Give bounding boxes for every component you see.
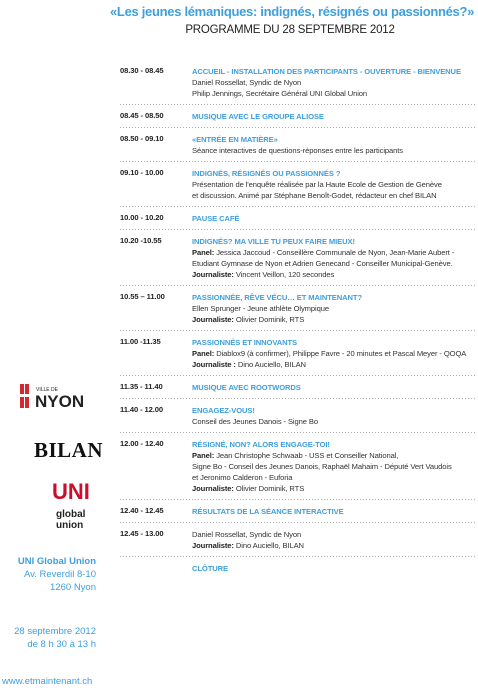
schedule-body bbox=[192, 213, 475, 224]
schedule-heading: RÉSULTATS DE LA SÉANCE INTERACTIVE bbox=[192, 507, 344, 516]
schedule-heading: INDIGNÉS? MA VILLE TU PEUX FAIRE MIEUX! bbox=[192, 237, 355, 246]
schedule-line bbox=[192, 416, 475, 427]
uni-logo-mark: UNI bbox=[52, 479, 90, 504]
ville-de-nyon-logo bbox=[18, 382, 110, 410]
schedule-body bbox=[192, 66, 475, 99]
schedule-line-label: Journaliste: bbox=[192, 270, 234, 279]
dotted-separator bbox=[120, 330, 475, 331]
schedule-body bbox=[192, 292, 475, 325]
schedule-item bbox=[120, 213, 475, 224]
schedule-heading: PASSIONNÉE, RÊVE VÉCU… ET MAINTENANT? bbox=[192, 293, 362, 302]
schedule-heading: PAUSE CAFÉ bbox=[192, 214, 240, 223]
schedule-body bbox=[192, 563, 475, 574]
schedule-time: 10.00 - 10.20 bbox=[120, 213, 164, 222]
uni-global-union-logo bbox=[50, 477, 110, 547]
schedule-line bbox=[192, 529, 475, 540]
schedule-body bbox=[192, 337, 475, 370]
schedule-line bbox=[192, 190, 475, 201]
schedule-body bbox=[192, 382, 475, 393]
schedule-line bbox=[192, 314, 475, 325]
schedule-line-text: et discussion. Animé par Stéphane Benoît-Godet, rédacteur en chef BILAN bbox=[192, 191, 437, 200]
schedule-time: 11.40 - 12.00 bbox=[120, 405, 164, 414]
schedule-heading: MUSIQUE AVEC ROOTWORDS bbox=[192, 383, 301, 392]
schedule-heading: MUSIQUE AVEC LE GROUPE ALIOSE bbox=[192, 112, 324, 121]
schedule-line bbox=[192, 77, 475, 88]
schedule-body bbox=[192, 111, 475, 122]
schedule-item bbox=[120, 134, 475, 156]
schedule-heading: RÉSIGNÉ, NON? ALORS ENGAGE-TOI! bbox=[192, 440, 330, 449]
dotted-separator bbox=[120, 556, 475, 557]
event-hours: de 8 h 30 à 13 h bbox=[27, 639, 96, 650]
schedule-line bbox=[192, 540, 475, 551]
page-subtitle: PROGRAMME DU 28 SEPTEMBRE 2012 bbox=[185, 24, 395, 36]
schedule-item bbox=[120, 111, 475, 122]
schedule-line bbox=[192, 483, 475, 494]
dotted-separator bbox=[120, 522, 475, 523]
dotted-separator bbox=[120, 285, 475, 286]
schedule-time: 11.35 - 11.40 bbox=[120, 382, 163, 391]
schedule-line-label: Journaliste: bbox=[192, 315, 234, 324]
contact-address bbox=[10, 555, 96, 594]
schedule-line bbox=[192, 247, 475, 258]
page-title: «Les jeunes lémaniques: indignés, résignés ou passionnés?» bbox=[110, 4, 475, 19]
schedule-line bbox=[192, 179, 475, 190]
schedule-body bbox=[192, 506, 475, 517]
schedule-line bbox=[192, 269, 475, 280]
schedule-line bbox=[192, 450, 475, 461]
street-address: Av. Reverdil 8-10 bbox=[24, 569, 96, 580]
schedule-line-label: Journaliste: bbox=[192, 484, 234, 493]
dotted-separator bbox=[120, 375, 475, 376]
schedule-line-text: Dino Auciello, BILAN bbox=[233, 541, 304, 550]
schedule-line-text: Philip Jennings, Secrétaire Général UNI Global Union bbox=[192, 89, 368, 98]
schedule-line-text: Séance interactives de questions-réponses entre les participants bbox=[192, 146, 403, 155]
schedule-line bbox=[192, 258, 475, 269]
schedule-time: 08.30 - 08.45 bbox=[120, 66, 164, 75]
event-date: 28 septembre 2012 bbox=[14, 626, 96, 637]
schedule-item bbox=[120, 405, 475, 427]
schedule-line-text: Etudiant Gymnase de Nyon et Adrien Genecand - Conseiller Municipal-Genève. bbox=[192, 259, 453, 268]
schedule-body bbox=[192, 529, 475, 551]
schedule-line bbox=[192, 303, 475, 314]
dotted-separator bbox=[120, 229, 475, 230]
org-name: UNI Global Union bbox=[17, 556, 96, 567]
schedule-item bbox=[120, 66, 475, 99]
dotted-separator bbox=[120, 104, 475, 105]
schedule-line-text: Olivier Dominik, RTS bbox=[233, 315, 305, 324]
schedule-line-text: Olivier Dominik, RTS bbox=[233, 484, 305, 493]
schedule-line-label: Panel: bbox=[192, 248, 215, 257]
schedule-line-text: Vincent Veillon, 120 secondes bbox=[233, 270, 335, 279]
schedule-item bbox=[120, 168, 475, 201]
bilan-logo: BILAN bbox=[34, 438, 104, 462]
schedule-line-text: Daniel Rossellat, Syndic de Nyon bbox=[192, 530, 302, 539]
schedule-item bbox=[120, 292, 475, 325]
schedule-time: 09.10 - 10.00 bbox=[120, 168, 164, 177]
schedule-heading: CLÔTURE bbox=[192, 564, 229, 573]
schedule-body bbox=[192, 168, 475, 201]
schedule-line-text: Diablox9 (à confirmer), Philippe Favre - 20 minutes et Pascal Meyer - QOQA bbox=[214, 349, 467, 358]
schedule-heading: ACCUEIL - INSTALLATION DES PARTICIPANTS - OUVERTURE - BIENVENUE bbox=[192, 67, 461, 76]
schedule-body bbox=[192, 134, 475, 156]
schedule-line bbox=[192, 145, 475, 156]
dotted-separator bbox=[120, 161, 475, 162]
schedule-line-text: Présentation de l'enquête réalisée par la Haute Ecole de Gestion de Genève bbox=[192, 180, 442, 189]
schedule-line bbox=[192, 359, 475, 370]
schedule-item bbox=[120, 506, 475, 517]
schedule-line-label: Journaliste : bbox=[192, 360, 236, 369]
schedule-line bbox=[192, 348, 475, 359]
schedule-line-text: Jessica Jaccoud - Conseillère Communale de Nyon, Jean-Marie Aubert - bbox=[214, 248, 455, 257]
schedule-line-label: Journaliste: bbox=[192, 541, 234, 550]
schedule-list bbox=[120, 66, 475, 574]
schedule-line-text: Conseil des Jeunes Danois - Signe Bo bbox=[192, 417, 318, 426]
dotted-separator bbox=[120, 127, 475, 128]
schedule-time: 12.45 - 13.00 bbox=[120, 529, 164, 538]
schedule-time: 12.40 - 12.45 bbox=[120, 506, 164, 515]
schedule-line bbox=[192, 461, 475, 472]
schedule-time: 08.50 - 09.10 bbox=[120, 134, 164, 143]
schedule-item bbox=[120, 337, 475, 370]
schedule-line-text: Daniel Rossellat, Syndic de Nyon bbox=[192, 78, 302, 87]
schedule-line bbox=[192, 88, 475, 99]
dotted-separator bbox=[120, 398, 475, 399]
schedule-line-text: et Jeronimo Calderon - Euforia bbox=[192, 473, 293, 482]
schedule-line-label: Panel: bbox=[192, 349, 215, 358]
schedule-line-text: Jean Christophe Schwaab - USS et Conseiller National, bbox=[214, 451, 399, 460]
schedule-heading: ENGAGEZ-VOUS! bbox=[192, 406, 255, 415]
schedule-line-label: Panel: bbox=[192, 451, 215, 460]
schedule-item bbox=[120, 439, 475, 494]
schedule-item bbox=[120, 382, 475, 393]
schedule-line-text: Ellen Sprunger - Jeune athlète Olympique bbox=[192, 304, 329, 313]
nyon-logo-text: NYON bbox=[35, 392, 85, 410]
schedule-body bbox=[192, 405, 475, 427]
website-link[interactable]: www.etmaintenant.ch bbox=[2, 676, 93, 687]
schedule-heading: PASSIONNÉS ET INNOVANTS bbox=[192, 338, 298, 347]
schedule-item bbox=[120, 563, 475, 574]
schedule-heading: «ENTRÉE EN MATIÈRE» bbox=[192, 135, 278, 144]
schedule-time: 08.45 - 08.50 bbox=[120, 111, 164, 120]
uni-logo-union: union bbox=[56, 520, 84, 531]
dotted-separator bbox=[120, 206, 475, 207]
schedule-line-text: Dino Auciello, BILAN bbox=[235, 360, 306, 369]
nyon-logo-small-text: VILLE DE bbox=[36, 387, 58, 393]
schedule-time: 10.55 – 11.00 bbox=[120, 292, 165, 301]
dotted-separator bbox=[120, 432, 475, 433]
event-date-block bbox=[10, 625, 96, 651]
schedule-line bbox=[192, 472, 475, 483]
schedule-heading: INDIGNÉS, RÉSIGNÉS OU PASSIONNÉS ? bbox=[192, 169, 341, 178]
schedule-time: 11.00 -11.35 bbox=[120, 337, 161, 346]
schedule-time: 10.20 -10.55 bbox=[120, 236, 162, 245]
schedule-item bbox=[120, 529, 475, 551]
schedule-item bbox=[120, 236, 475, 280]
city-address: 1260 Nyon bbox=[50, 582, 96, 593]
schedule-body bbox=[192, 236, 475, 280]
uni-logo-global: global bbox=[56, 509, 86, 520]
schedule-body bbox=[192, 439, 475, 494]
dotted-separator bbox=[120, 499, 475, 500]
schedule-line-text: Signe Bo - Conseil des Jeunes Danois, Raphaël Mahaim - Député Vert Vaudois bbox=[192, 462, 452, 471]
schedule-time: 12.00 - 12.40 bbox=[120, 439, 164, 448]
